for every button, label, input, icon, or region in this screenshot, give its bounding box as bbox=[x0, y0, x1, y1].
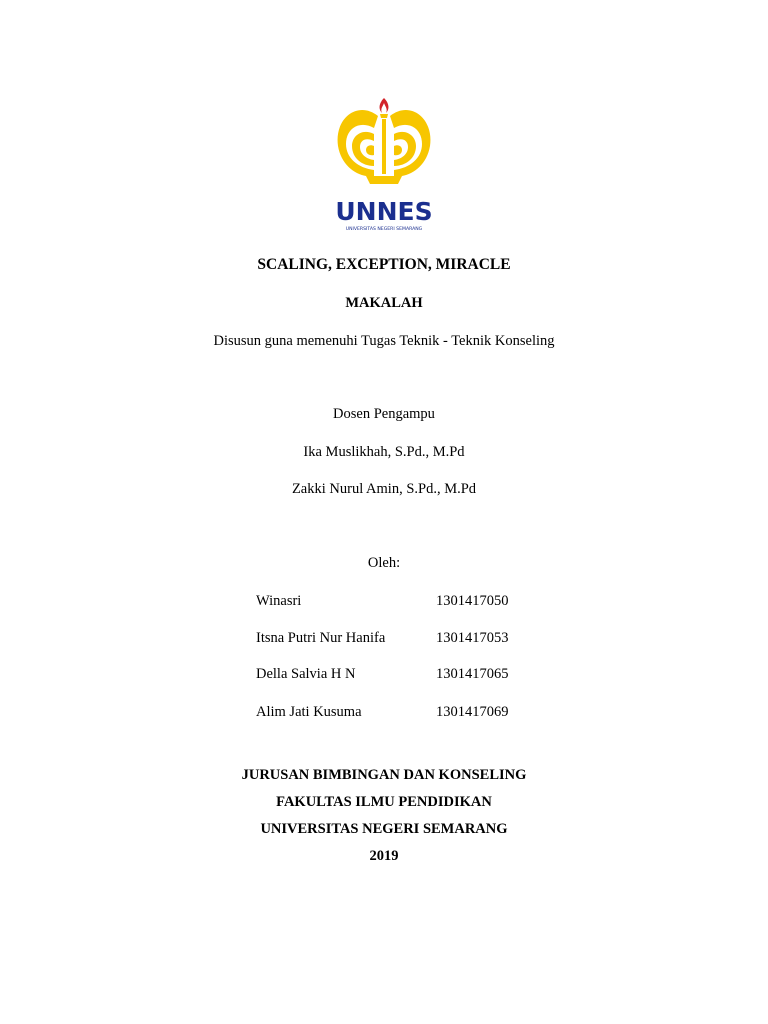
authors-heading: Oleh: bbox=[367, 555, 401, 571]
author-row bbox=[256, 665, 556, 683]
logo-subtitle: UNIVERSITAS NEGERI SEMARANG bbox=[345, 227, 423, 232]
author-name: Itsna Putri Nur Hanifa bbox=[256, 630, 386, 646]
author-row bbox=[256, 629, 556, 647]
purpose-statement: Disusun guna memenuhi Tugas Teknik - Teknik Konseling bbox=[213, 333, 555, 349]
author-name: Winasri bbox=[256, 593, 302, 609]
author-name: Della Salvia H N bbox=[256, 666, 356, 682]
unnes-logo bbox=[330, 92, 438, 234]
author-nim: 1301417050 bbox=[436, 593, 509, 609]
author-nim: 1301417065 bbox=[436, 666, 509, 682]
department-name: JURUSAN BIMBINGAN DAN KONSELING bbox=[241, 767, 527, 783]
document-type: MAKALAH bbox=[345, 295, 423, 311]
author-row bbox=[256, 703, 556, 721]
lecturer-name: Zakki Nurul Amin, S.Pd., M.Pd bbox=[291, 481, 477, 497]
faculty-name: FAKULTAS ILMU PENDIDIKAN bbox=[276, 794, 492, 810]
lecturer-heading: Dosen Pengampu bbox=[333, 406, 435, 422]
university-name: UNIVERSITAS NEGERI SEMARANG bbox=[260, 821, 508, 837]
author-nim: 1301417053 bbox=[436, 630, 509, 646]
flame-icon bbox=[380, 98, 389, 113]
lecturer-name: Ika Muslikhah, S.Pd., M.Pd bbox=[303, 444, 465, 460]
logo-wordmark: UNNES bbox=[335, 197, 433, 226]
author-nim: 1301417069 bbox=[436, 704, 509, 720]
author-row bbox=[256, 592, 556, 610]
paper-title: SCALING, EXCEPTION, MIRACLE bbox=[257, 256, 511, 273]
author-name: Alim Jati Kusuma bbox=[256, 704, 362, 720]
year: 2019 bbox=[369, 848, 399, 864]
